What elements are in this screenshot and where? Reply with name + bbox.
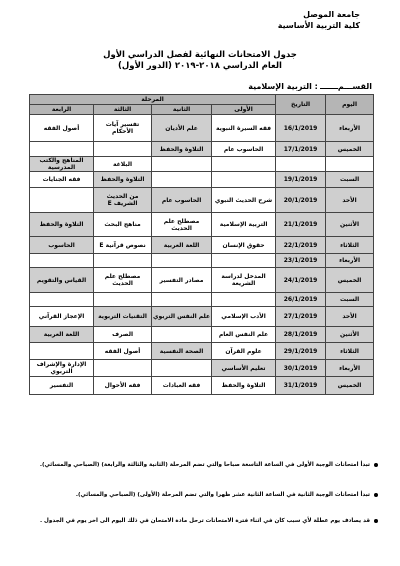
cell-day: السبت [326, 293, 374, 307]
cell-first: المدخل لدراسة الشريعة [212, 268, 276, 293]
cell-third: مصطلح علم الحديث [94, 268, 152, 293]
cell-second: فقه العبادات [152, 377, 212, 395]
cell-fourth [30, 142, 94, 157]
table-row [30, 115, 374, 142]
cell-day: الأحد [326, 307, 374, 327]
cell-date: 19/1/2019 [276, 172, 326, 188]
cell-third: التلاوة والحفظ [94, 172, 152, 188]
cell-second [152, 254, 212, 268]
table-row [30, 237, 374, 254]
cell-fourth: التفسير [30, 377, 94, 395]
cell-date: 21/1/2019 [276, 213, 326, 237]
table-row [30, 142, 374, 157]
table-row [30, 360, 374, 377]
cell-second: الصحة النفسية [152, 343, 212, 360]
department-rule [320, 88, 338, 89]
department-value: : التربية الإسلامية [248, 82, 318, 91]
cell-first: علوم القرآن [212, 343, 276, 360]
cell-day: الأحد [326, 188, 374, 213]
cell-first: التلاوة والحفظ [212, 377, 276, 395]
cell-day: الثلاثاء [326, 343, 374, 360]
cell-date: 24/1/2019 [276, 268, 326, 293]
cell-second [152, 172, 212, 188]
cell-third: فقه الأحوال [94, 377, 152, 395]
note-item: قد يصادف يوم عطلة لأي سبب كان في اثناء فترة الامتحانات ترحل مادة الامتحان في ذلك اليوم الى اخر يوم في الجدول . [40, 518, 378, 524]
cell-second [152, 293, 212, 307]
cell-second: علم النفس التربوي [152, 307, 212, 327]
cell-date: 26/1/2019 [276, 293, 326, 307]
table-row [30, 307, 374, 327]
header-fourth: الرابعة [30, 105, 94, 115]
cell-day [326, 157, 374, 172]
cell-third: مناهج البحث [94, 213, 152, 237]
cell-second: التلاوة والحفظ [152, 142, 212, 157]
cell-first: فقه السيرة النبوية [212, 115, 276, 142]
cell-fourth: أصول الفقه [30, 115, 94, 142]
bullet-icon [374, 463, 378, 467]
table-row [30, 343, 374, 360]
note-item: تبدأ امتحانات الوجبة الأولى في الساعة التاسعة صباحا والتي تضم المرحلة (الثانية والثالثة والرابعة) (الصباحي والمسائي). [40, 462, 378, 468]
table-row [30, 268, 374, 293]
table-row [30, 157, 374, 172]
cell-third: البلاغة [94, 157, 152, 172]
cell-fourth [30, 254, 94, 268]
cell-first [212, 172, 276, 188]
cell-date: 22/1/2019 [276, 237, 326, 254]
cell-third: التقنيات التربوية [94, 307, 152, 327]
cell-fourth [30, 293, 94, 307]
header-stage: المرحلة [30, 95, 276, 105]
cell-fourth: التلاوة والحفظ [30, 213, 94, 237]
header-third: الثالثة [94, 105, 152, 115]
cell-date: 20/1/2019 [276, 188, 326, 213]
cell-day: الأثنين [326, 327, 374, 343]
cell-first: التربية الإسلامية [212, 213, 276, 237]
cell-day: الخميس [326, 377, 374, 395]
cell-first [212, 293, 276, 307]
cell-second: علم الأديان [152, 115, 212, 142]
cell-day: الأربعاء [326, 254, 374, 268]
department-label: القســـم [337, 82, 372, 91]
bullet-icon [374, 493, 378, 497]
cell-fourth: الحاسوب [30, 237, 94, 254]
cell-date: 17/1/2019 [276, 142, 326, 157]
cell-third [94, 254, 152, 268]
cell-second [152, 157, 212, 172]
cell-second: الحاسوب عام [152, 188, 212, 213]
cell-first: الأدب الإسلامي [212, 307, 276, 327]
cell-fourth: القياس والتقويم [30, 268, 94, 293]
cell-third: نصوص قرآنية E [94, 237, 152, 254]
table-row [30, 254, 374, 268]
cell-fourth: الإعجاز القرآني [30, 307, 94, 327]
table-row [30, 213, 374, 237]
cell-date: 16/1/2019 [276, 115, 326, 142]
college-name: كلية التربية الأساسية [277, 21, 360, 30]
cell-third: أصول الفقه [94, 343, 152, 360]
cell-second: اللغة العربية [152, 237, 212, 254]
cell-day: الثلاثاء [326, 237, 374, 254]
cell-third [94, 360, 152, 377]
university-name: جامعة الموصل [303, 10, 360, 19]
note-item: تبدأ امتحانات الوجبة الثانية في الساعة الثانية عشر ظهرا والتي تضم المرحلة (الأولى) (الصباحي والمسائي). [76, 492, 378, 498]
department-line [248, 82, 372, 91]
cell-day: السبت [326, 172, 374, 188]
cell-third: الصرف [94, 327, 152, 343]
cell-first: علم النفس العام [212, 327, 276, 343]
cell-fourth: الإدارة والإشراف التربوي [30, 360, 94, 377]
cell-first [212, 157, 276, 172]
cell-fourth: فقه الجنايات [30, 172, 94, 188]
cell-day: الأربعاء [326, 360, 374, 377]
cell-second: مصادر التفسير [152, 268, 212, 293]
table-row [30, 327, 374, 343]
header-first: الأولى [212, 105, 276, 115]
cell-third: تفسير آيات الأحكام [94, 115, 152, 142]
table-row [30, 172, 374, 188]
bullet-icon [374, 519, 378, 523]
header-second: الثانية [152, 105, 212, 115]
header-date: التاريخ [276, 95, 326, 115]
cell-third [94, 293, 152, 307]
table-row [30, 188, 374, 213]
cell-date [276, 157, 326, 172]
table-row [30, 377, 374, 395]
cell-second [152, 327, 212, 343]
cell-second [152, 360, 212, 377]
cell-first [212, 254, 276, 268]
cell-date: 28/1/2019 [276, 327, 326, 343]
cell-third: من الحديث الشريف E [94, 188, 152, 213]
cell-third [94, 142, 152, 157]
cell-fourth [30, 343, 94, 360]
cell-first: شرح الحديث النبوي [212, 188, 276, 213]
table-row [30, 293, 374, 307]
cell-second: مصطلح علم الحديث [152, 213, 212, 237]
page-title: جدول الامتحانات النهائية لفصل الدراسي الأول [103, 50, 297, 60]
exam-schedule-table [29, 94, 374, 395]
header-day: اليوم [326, 95, 374, 115]
cell-first: الحاسوب عام [212, 142, 276, 157]
cell-day: الأثنين [326, 213, 374, 237]
academic-year: العام الدراسي ٢٠١٨-٢٠١٩ (الدور الأول) [118, 61, 282, 71]
cell-day: الخميس [326, 142, 374, 157]
cell-date: 31/1/2019 [276, 377, 326, 395]
cell-date: 30/1/2019 [276, 360, 326, 377]
cell-day: الخميس [326, 268, 374, 293]
cell-date: 27/1/2019 [276, 307, 326, 327]
cell-first: تعليم الأساسي [212, 360, 276, 377]
cell-first: حقوق الإنسان [212, 237, 276, 254]
cell-day: الأربعاء [326, 115, 374, 142]
cell-fourth: المناهج والكتب المدرسية [30, 157, 94, 172]
cell-date: 23/1/2019 [276, 254, 326, 268]
cell-date: 29/1/2019 [276, 343, 326, 360]
cell-fourth [30, 188, 94, 213]
cell-fourth: اللغة العربية [30, 327, 94, 343]
